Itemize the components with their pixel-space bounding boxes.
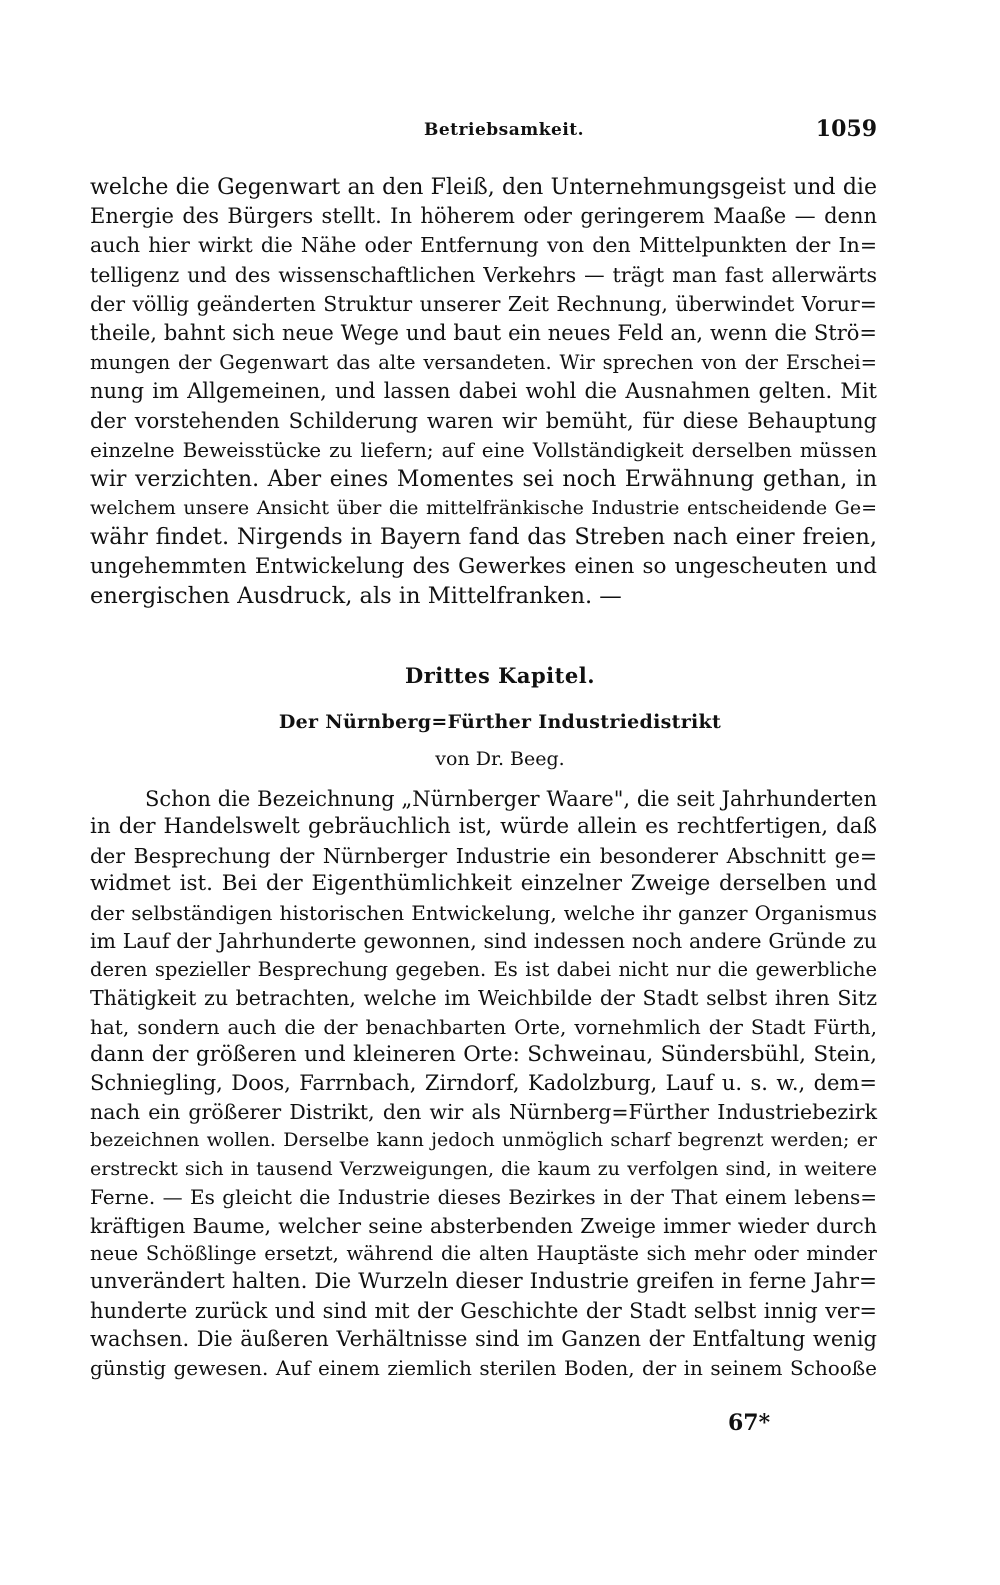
text-line: in der Handelswelt gebräuchlich ist, würde allein es rechtfertigen, daß bbox=[90, 814, 877, 840]
text-line: mungen der Gegenwart das alte versandeten. Wir sprechen von der Erschei= bbox=[90, 351, 877, 375]
text-line: telligenz und des wissenschaftlichen Verkehrs — trägt man fast allerwärts bbox=[90, 262, 877, 287]
text-line: Thätigkeit zu betrachten, welche im Weichbilde der Stadt selbst ihren Sitz bbox=[90, 986, 877, 1011]
text-line: Energie des Bürgers stellt. In höherem oder geringerem Maaße — denn bbox=[90, 204, 877, 229]
text-line: Schon die Bezeichnung „Nürnberger Waare", die seit Jahrhunderten bbox=[145, 787, 877, 811]
page-number: 1059 bbox=[815, 116, 877, 142]
page-header bbox=[90, 116, 877, 150]
text-line: Ferne. — Es gleicht die Industrie dieses Bezirkes in der That einem lebens= bbox=[90, 1185, 877, 1210]
text-line: der selbständigen historischen Entwickelung, welche ihr ganzer Organismus bbox=[90, 900, 877, 925]
text-line: energischen Ausdruck, als in Mittelfranken. — bbox=[90, 582, 622, 609]
text-line: neue Schößlinge ersetzt, während die alten Hauptäste sich mehr oder minder bbox=[90, 1242, 877, 1265]
text-line: nung im Allgemeinen, und lassen dabei wohl die Ausnahmen gelten. Mit bbox=[90, 379, 877, 404]
text-line: auch hier wirkt die Nähe oder Entfernung von den Mittelpunkten der In= bbox=[90, 233, 877, 258]
author-line: von Dr. Beeg. bbox=[435, 748, 565, 770]
signature-mark: 67* bbox=[728, 1410, 771, 1436]
text-line: hunderte zurück und sind mit der Geschichte der Stadt selbst innig ver= bbox=[90, 1298, 877, 1323]
text-line: währ findet. Nirgends in Bayern fand das Streben nach einer freien, bbox=[90, 524, 877, 551]
text-line: der vorstehenden Schilderung waren wir bemüht, für diese Behauptung bbox=[90, 408, 877, 433]
text-line: Schniegling, Doos, Farrnbach, Zirndorf, Kadolzburg, Lauf u. s. w., dem= bbox=[90, 1071, 877, 1096]
text-line: wachsen. Die äußeren Verhältnisse sind im Ganzen der Entfaltung wenig bbox=[90, 1327, 877, 1352]
paragraph-continuation bbox=[90, 173, 877, 611]
text-line: ungehemmten Entwickelung des Gewerkes einen so ungescheuten und bbox=[90, 554, 877, 580]
text-line: widmet ist. Bei der Eigenthümlichkeit einzelner Zweige derselben und bbox=[90, 871, 877, 897]
running-head: Betriebsamkeit. bbox=[424, 120, 585, 140]
text-line: unverändert halten. Die Wurzeln dieser Industrie greifen in ferne Jahr= bbox=[90, 1269, 877, 1295]
text-line: einzelne Beweisstücke zu liefern; auf eine Vollständigkeit derselben müssen bbox=[90, 437, 877, 462]
text-line: bezeichnen wollen. Derselbe kann jedoch unmöglich scharf begrenzt werden; er bbox=[90, 1129, 877, 1152]
text-line: nach ein größerer Distrikt, den wir als Nürnberg=Fürther Industriebezirk bbox=[90, 1099, 877, 1124]
text-line: erstreckt sich in tausend Verzweigungen, die kaum zu verfolgen sind, in weitere bbox=[90, 1157, 877, 1180]
text-line: im Lauf der Jahrhunderte gewonnen, sind indessen noch andere Gründe zu bbox=[90, 929, 877, 954]
paragraph-body bbox=[90, 785, 877, 1382]
text-line: hat, sondern auch die der benachbarten Orte, vornehmlich der Stadt Fürth, bbox=[90, 1014, 877, 1039]
text-line: deren spezieller Besprechung gegeben. Es ist dabei nicht nur die gewerbliche bbox=[90, 957, 877, 981]
text-line: wir verzichten. Aber eines Momentes sei noch Erwähnung gethan, in bbox=[90, 466, 877, 492]
text-line: dann der größeren und kleineren Orte: Schweinau, Sündersbühl, Stein, bbox=[90, 1041, 877, 1067]
text-line: günstig gewesen. Auf einem ziemlich sterilen Boden, der in seinem Schooße bbox=[90, 1355, 877, 1380]
text-line: kräftigen Baume, welcher seine absterbenden Zweige immer wieder durch bbox=[90, 1213, 877, 1238]
text-line: welchem unsere Ansicht über die mittelfränkische Industrie entscheidende Ge= bbox=[90, 497, 877, 520]
text-line: theile, bahnt sich neue Wege und baut ein neues Feld an, wenn die Strö= bbox=[90, 320, 877, 345]
section-title: Der Nürnberg=Fürther Industriedistrikt bbox=[278, 711, 722, 733]
text-line: der Besprechung der Nürnberger Industrie ein besonderer Abschnitt ge= bbox=[90, 843, 877, 868]
text-line: der völlig geänderten Struktur unserer Zeit Rechnung, überwindet Vorur= bbox=[90, 291, 877, 316]
text-line: welche die Gegenwart an den Fleiß, den Unternehmungsgeist und die bbox=[90, 175, 877, 200]
chapter-title: Drittes Kapitel. bbox=[404, 663, 596, 688]
